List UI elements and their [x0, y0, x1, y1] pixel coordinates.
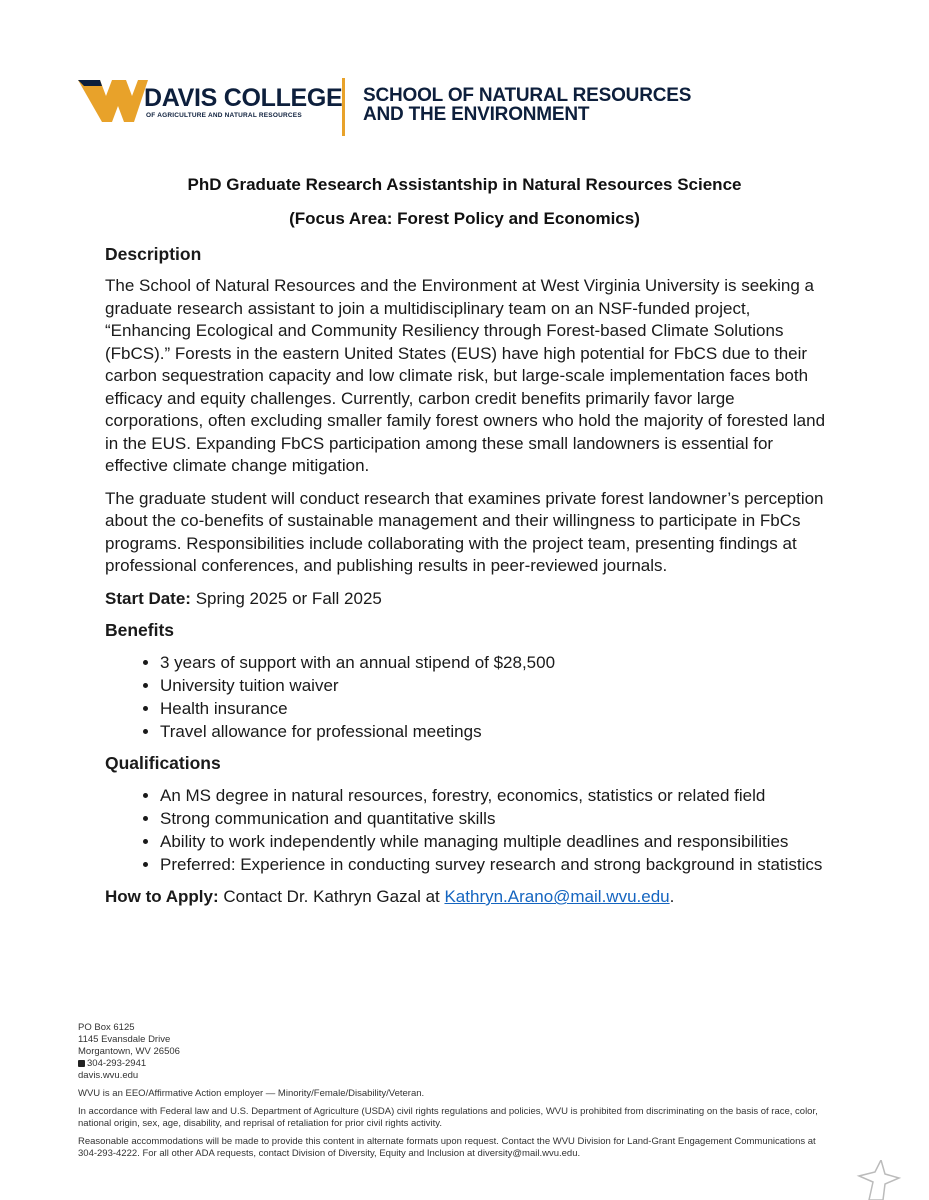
phone-line — [78, 1058, 818, 1070]
list-item: • Preferred: Experience in conducting survey research and strong background in statistics — [160, 853, 830, 876]
qualifications-list — [105, 784, 830, 876]
list-item: • Strong communication and quantitative skills — [160, 807, 830, 830]
list-item: • University tuition waiver — [160, 674, 830, 697]
usda-statement: In accordance with Federal law and U.S. Department of Agriculture (USDA) civil rights regulations and policies, WVU is prohibited from discriminating on the basis of race, color, national origin, sex, age, disability, and reprisal of retaliation for prior civil rights activity. — [78, 1106, 818, 1129]
start-date-value: Spring 2025 or Fall 2025 — [190, 588, 382, 608]
college-name: DAVIS COLLEGE — [144, 84, 343, 112]
description-paragraph-2: The graduate student will conduct research that examines private forest landowner’s perception about the co-benefits of sustainable management and their willingness to participate in FbCs programs. Responsibilities include collaborating with the project team, presenting findings at professional conferences, and publishing results in peer-reviewed journals. — [105, 488, 824, 575]
phone-icon — [78, 1060, 85, 1067]
wvu-flying-wv-logo-icon — [78, 74, 148, 130]
description-heading: Description — [105, 244, 202, 264]
school-name — [363, 86, 691, 124]
benefits-list — [105, 651, 830, 743]
phone-number: 304-293-2941 — [87, 1058, 147, 1069]
school-name-line1: SCHOOL OF NATURAL RESOURCES — [363, 85, 692, 106]
how-to-apply-text: Contact Dr. Kathryn Gazal at — [218, 887, 445, 906]
document-title: PhD Graduate Research Assistantship in Natural Resources Science — [187, 175, 742, 194]
how-to-apply-end: . — [669, 887, 675, 906]
contact-email-link[interactable]: Kathryn.Arano@mail.wvu.edu — [444, 887, 670, 906]
footer — [78, 1022, 818, 1160]
how-to-apply — [105, 886, 830, 909]
document-subtitle: (Focus Area: Forest Policy and Economics) — [289, 209, 640, 228]
list-item: • Ability to work independently while managing multiple deadlines and responsibilities — [160, 830, 830, 853]
address-line: PO Box 6125 — [78, 1022, 135, 1033]
website: davis.wvu.edu — [78, 1070, 139, 1081]
start-date — [105, 588, 830, 611]
benefits-heading: Benefits — [105, 620, 175, 640]
qualifications-heading: Qualifications — [105, 753, 221, 773]
header-divider — [342, 78, 345, 136]
list-item: • An MS degree in natural resources, forestry, economics, statistics or related field — [160, 784, 830, 807]
list-item: • 3 years of support with an annual stipend of $28,500 — [160, 651, 830, 674]
eeo-statement: WVU is an EEO/Affirmative Action employer — Minority/Female/Disability/Veteran. — [78, 1088, 425, 1099]
letterhead — [78, 70, 778, 140]
list-item: • Travel allowance for professional meetings — [160, 720, 830, 743]
main-content — [105, 244, 830, 919]
address-block — [78, 1022, 818, 1082]
college-subtitle: OF AGRICULTURE AND NATURAL RESOURCES — [146, 112, 302, 119]
ada-statement: Reasonable accommodations will be made to provide this content in alternate formats upon request. Contact the WVU Division for Land-Grant Engagement Communications at 304-293-4222. For all other ADA requests, contact Division of Diversity, Equity and Inclusion at diversity@mail.wvu.edu. — [78, 1136, 816, 1159]
address-line: Morgantown, WV 26506 — [78, 1046, 180, 1057]
address-line: 1145 Evansdale Drive — [78, 1034, 171, 1045]
how-to-apply-label: How to Apply: — [105, 887, 219, 906]
start-date-label: Start Date: — [105, 588, 191, 608]
sparkle-icon — [839, 1160, 909, 1200]
list-item: • Health insurance — [160, 697, 830, 720]
description-paragraph-1: The School of Natural Resources and the Environment at West Virginia University is seeking a graduate research assistant to join a multidisciplinary team on an NSF-funded project, “Enhancing Ecological and Community Resiliency through Forest-based Climate Solutions (FbCS).” Forests in the eastern United States (EUS) have high potential for FbCS due to their carbon sequestration capacity and low climate risk, but large-scale implementation faces both efficacy and equity challenges. Currently, carbon credit benefits primarily favor large corporations, often excluding smaller family forest owners who hold the majority of forested land in the EUS. Expanding FbCS participation among these small landowners is essential for effective climate change mitigation. — [105, 276, 826, 475]
school-name-line2: AND THE ENVIRONMENT — [363, 104, 590, 125]
